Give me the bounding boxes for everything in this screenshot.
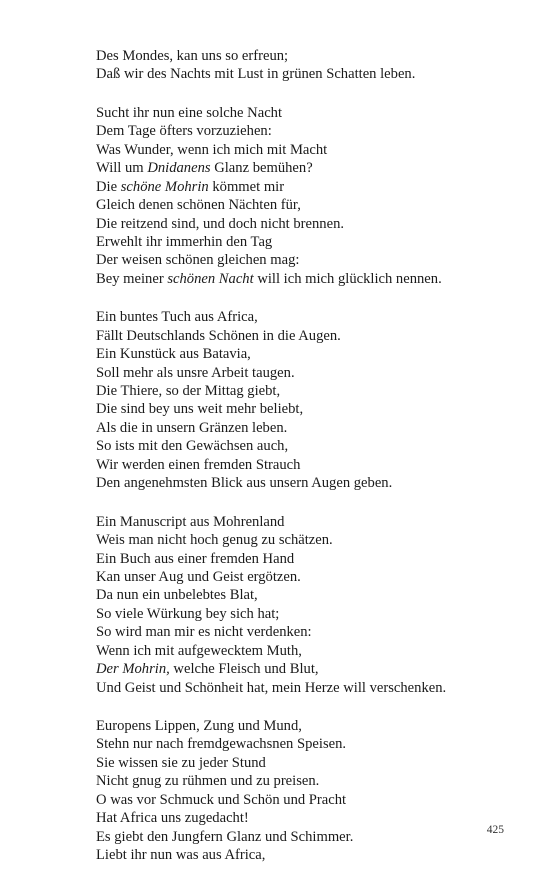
line-text: Die Thiere, so der Mittag giebt, bbox=[96, 383, 281, 399]
verse-line bbox=[96, 419, 516, 437]
italic-text: schöne Mohrin bbox=[120, 178, 209, 195]
line-text: Stehn nur nach fremdgewachsnen Speisen. bbox=[96, 736, 347, 753]
line-text: Ein Kunstück aus Batavia, bbox=[96, 346, 251, 363]
italic-text: schönen Nacht bbox=[167, 270, 254, 287]
verse-line bbox=[96, 809, 516, 827]
verse-line bbox=[96, 513, 516, 531]
line-text: Erwehlt ihr immerhin den Tag bbox=[96, 233, 273, 250]
verse-line bbox=[96, 456, 516, 474]
line-text: Da nun ein unbelebtes Blat, bbox=[96, 587, 258, 604]
line-text: Glanz bemühen? bbox=[210, 160, 313, 177]
verse-line bbox=[96, 568, 516, 586]
line-text: Ein Manuscript aus Mohrenland bbox=[96, 513, 285, 530]
line-text: Die reitzend sind, und doch nicht brennen. bbox=[96, 215, 345, 232]
verse-line bbox=[96, 828, 516, 846]
line-text: Den angenehmsten Blick aus unsern Augen geben. bbox=[96, 475, 393, 492]
line-text: Die sind bey uns weit mehr beliebt, bbox=[96, 401, 304, 418]
line-text: Sie wissen sie zu jeder Stund bbox=[96, 754, 266, 771]
line-text: Nicht gnug zu rühmen und zu preisen. bbox=[96, 773, 320, 790]
italic-text: Der Mohrin, bbox=[96, 661, 170, 678]
stanza bbox=[96, 104, 516, 288]
verse-line bbox=[96, 65, 516, 83]
verse-line bbox=[96, 679, 516, 697]
line-text: Daß wir des Nachts mit Lust in grünen Schatten leben. bbox=[96, 66, 416, 83]
italic-text: Dnidanens bbox=[147, 160, 211, 177]
verse-line bbox=[96, 586, 516, 604]
line-text: Will um bbox=[96, 160, 148, 177]
line-text: welche Fleisch und Blut, bbox=[169, 661, 319, 678]
verse-line bbox=[96, 215, 516, 233]
verse-line bbox=[96, 104, 516, 122]
verse-line bbox=[96, 400, 516, 418]
verse-line bbox=[96, 735, 516, 753]
line-text: Die bbox=[96, 178, 121, 195]
line-text: Wir werden einen fremden Strauch bbox=[96, 456, 301, 473]
stanza bbox=[96, 308, 516, 492]
line-text: So viele Würkung bey sich hat; bbox=[96, 605, 280, 622]
line-text: will ich mich glücklich nennen. bbox=[253, 270, 442, 287]
verse-line bbox=[96, 308, 516, 326]
line-text: kömmet mir bbox=[208, 178, 285, 195]
verse-line bbox=[96, 141, 516, 159]
line-text: Dem Tage öfters vorzuziehen: bbox=[96, 123, 272, 140]
poem-body bbox=[96, 47, 516, 885]
line-text: Fällt Deutschlands Schönen in die Augen. bbox=[96, 327, 341, 344]
verse-line bbox=[96, 642, 516, 660]
line-text: Gleich denen schönen Nächten für, bbox=[96, 197, 301, 214]
verse-line bbox=[96, 791, 516, 809]
line-text: Kan unser Aug und Geist ergötzen. bbox=[96, 568, 301, 585]
verse-line bbox=[96, 382, 516, 400]
line-text: Weis man nicht hoch genug zu schätzen. bbox=[96, 532, 333, 549]
verse-line bbox=[96, 531, 516, 549]
verse-line bbox=[96, 550, 516, 568]
line-text: Liebt ihr nun was aus Africa, bbox=[96, 847, 266, 864]
line-text: Europens Lippen, Zung und Mund, bbox=[96, 718, 302, 734]
verse-line bbox=[96, 233, 516, 251]
verse-line bbox=[96, 717, 516, 735]
stanza bbox=[96, 47, 516, 84]
line-text: Des Mondes, kan uns so erfreun; bbox=[96, 48, 289, 64]
line-text: Und Geist und Schönheit hat, mein Herze will verschenken. bbox=[96, 679, 447, 696]
line-text: So ists mit den Gewächsen auch, bbox=[96, 438, 289, 455]
line-text: Was Wunder, wenn ich mich mit Macht bbox=[96, 141, 328, 158]
verse-line bbox=[96, 122, 516, 140]
line-text: Sucht ihr nun eine solche Nacht bbox=[96, 104, 283, 121]
line-text: O was vor Schmuck und Schön und Pracht bbox=[96, 791, 347, 808]
stanza bbox=[96, 513, 516, 697]
verse-line bbox=[96, 251, 516, 269]
verse-line bbox=[96, 159, 516, 177]
verse-line bbox=[96, 47, 516, 65]
line-text: Bey meiner bbox=[96, 270, 168, 287]
page-number: 425 bbox=[486, 824, 504, 836]
verse-line bbox=[96, 846, 516, 864]
line-text: Hat Africa uns zugedacht! bbox=[96, 810, 249, 827]
line-text: Ein Buch aus einer fremden Hand bbox=[96, 550, 295, 567]
line-text: Soll mehr als unsre Arbeit taugen. bbox=[96, 364, 295, 381]
line-text: Als die in unsern Gränzen leben. bbox=[96, 419, 288, 436]
verse-line bbox=[96, 364, 516, 382]
stanza bbox=[96, 717, 516, 865]
verse-line bbox=[96, 327, 516, 345]
verse-line bbox=[96, 437, 516, 455]
verse-line bbox=[96, 623, 516, 641]
line-text: So wird man mir es nicht verdenken: bbox=[96, 624, 312, 641]
line-text: Der weisen schönen gleichen mag: bbox=[96, 252, 300, 269]
verse-line bbox=[96, 178, 516, 196]
line-text: Ein buntes Tuch aus Africa, bbox=[96, 309, 258, 326]
verse-line bbox=[96, 270, 516, 288]
verse-line bbox=[96, 196, 516, 214]
verse-line bbox=[96, 772, 516, 790]
verse-line bbox=[96, 605, 516, 623]
verse-line bbox=[96, 754, 516, 772]
verse-line bbox=[96, 660, 516, 678]
verse-line bbox=[96, 474, 516, 492]
line-text: Wenn ich mit aufgewecktem Muth, bbox=[96, 642, 302, 659]
line-text: Es giebt den Jungfern Glanz und Schimmer. bbox=[96, 828, 354, 845]
verse-line bbox=[96, 345, 516, 363]
